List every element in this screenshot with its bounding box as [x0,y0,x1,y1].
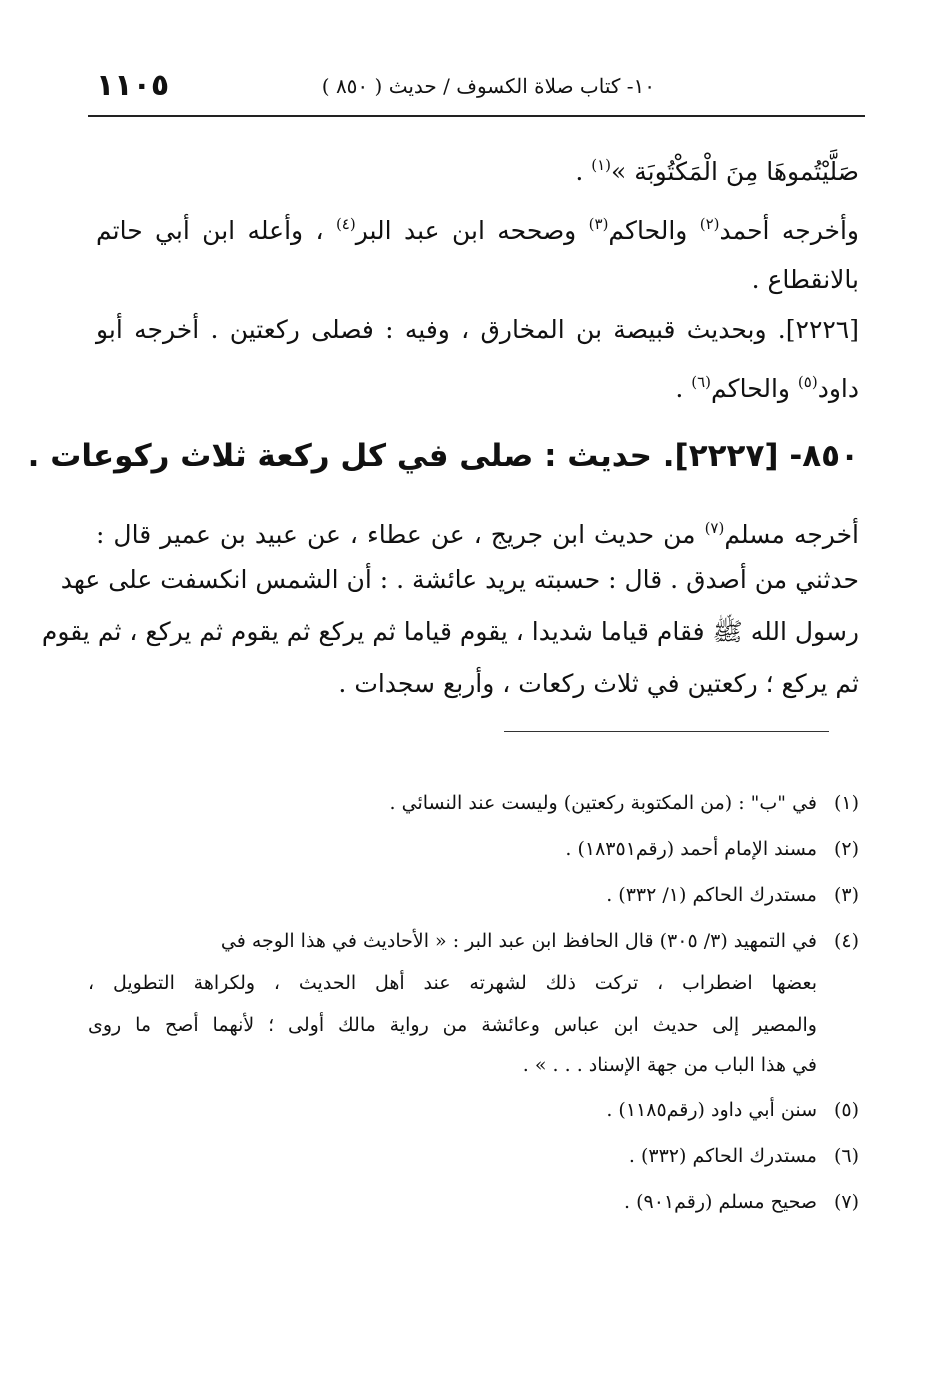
body-line-2 [96,204,859,251]
footnote-text: مسند الإمام أحمد (رقم١٨٣٥١) . [565,838,817,860]
body-line-2-part-d: ، وأعله ابن أبي حاتم [96,216,336,245]
footnote-number: (١) [833,792,859,814]
footnote-ref-6: (٦) [691,373,712,391]
para-line-4: ثم يركع ؛ ركعتين في ثلاث ركعات ، وأربع سجدات . [338,669,859,698]
body-line-5 [675,362,859,409]
body-line-3: بالانقطاع . [751,265,859,294]
footnote-3 [606,878,859,912]
footnote-6 [629,1139,859,1173]
footnote-4-line-4: في هذا الباب من جهة الإسناد . . . » . [522,1054,817,1076]
footnote-number: (٢) [833,838,859,860]
footnote-number: (٥) [833,1099,859,1121]
body-line-5-part-c: . [675,374,692,403]
footnote-text: في التمهيد (٣/ ٣٠٥) قال الحافظ ابن عبد البر : « الأحاديث في هذا الوجه في [220,930,817,952]
footnote-ref-4: (٤) [335,215,356,233]
footnote-number: (٤) [833,930,859,952]
para-line-1-part-a: أخرجه مسلم [724,520,859,549]
page-number: ١١٠٥ [96,68,170,103]
footnote-ref-3: (٣) [588,215,609,233]
para-line-1-part-b: من حديث ابن جريج ، عن عطاء ، عن عبيد بن عمير قال : [96,520,705,549]
running-head: ١٠- كتاب صلاة الكسوف / حديث ( ٨٥٠ ) [321,74,655,98]
footnote-7 [624,1185,859,1219]
footnote-1 [390,786,859,820]
header-rule [88,115,865,117]
body-line-5-part-b: والحاكم [711,374,798,403]
footnote-ref-2: (٢) [699,215,720,233]
footnote-number: (٦) [833,1145,859,1167]
body-line-2-part-a: وأخرجه أحمد [719,216,859,245]
para-line-3: رسول الله ﷺ فقام قياما شديدا ، يقوم قياما ثم يركع ثم يقوم ثم يركع ، ثم يقوم [41,617,859,646]
footnote-ref-1: (١) [591,156,612,174]
body-line-5-part-a: داود [817,374,859,403]
hadith-heading: ٨٥٠- [٢٢٢٧]. حديث : صلى في كل ركعة ثلاث ركوعات . [27,438,859,474]
footnote-ref-5: (٥) [797,373,818,391]
footnote-text: صحيح مسلم (رقم٩٠١) . [624,1191,817,1213]
footnote-text: مستدرك الحاكم (٣٣٢) . [628,1145,817,1167]
footnote-4 [221,924,859,958]
footnote-number: (٣) [833,884,859,906]
para-line-2: حدثني من أصدق . قال : حسبته يريد عائشة . : أن الشمس انكسفت على عهد [60,565,859,594]
footnote-text: في "ب" : (من المكتوبة ركعتين) وليست عند النسائي . [389,792,817,814]
footnote-4-line-2: بعضها اضطراب ، تركت ذلك لشهرته عند أهل الحديث ، ولكراهة التطويل ، [88,972,817,994]
footnote-5 [606,1093,859,1127]
footnote-2 [565,832,859,866]
body-line-4: [٢٢٢٦]. وبحديث قبيصة بن المخارق ، وفيه : فصلى ركعتين . أخرجه أبو [96,315,859,344]
body-line-2-part-b: والحاكم [608,216,700,245]
footnote-number: (٧) [833,1191,859,1213]
body-line-1-text: صَلَّيْتُموهَا مِنَ الْمَكْتُوبَة » [611,157,859,186]
body-line-1 [575,145,859,192]
body-line-1-end: . [575,157,592,186]
footnote-text: سنن أبي داود (رقم١١٨٥) . [606,1099,817,1121]
body-line-2-part-c: وصححه ابن عبد البر [355,216,589,245]
para-line-1 [96,508,859,555]
footnote-separator [504,731,829,732]
footnote-ref-7: (٧) [704,519,725,537]
page-header [88,68,865,108]
footnote-text: مستدرك الحاكم (١/ ٣٣٢) . [606,884,817,906]
footnote-4-line-3: والمصير إلى حديث ابن عباس وعائشة من رواية مالك أولى ؛ لأنهما أصح ما روى [88,1014,817,1036]
